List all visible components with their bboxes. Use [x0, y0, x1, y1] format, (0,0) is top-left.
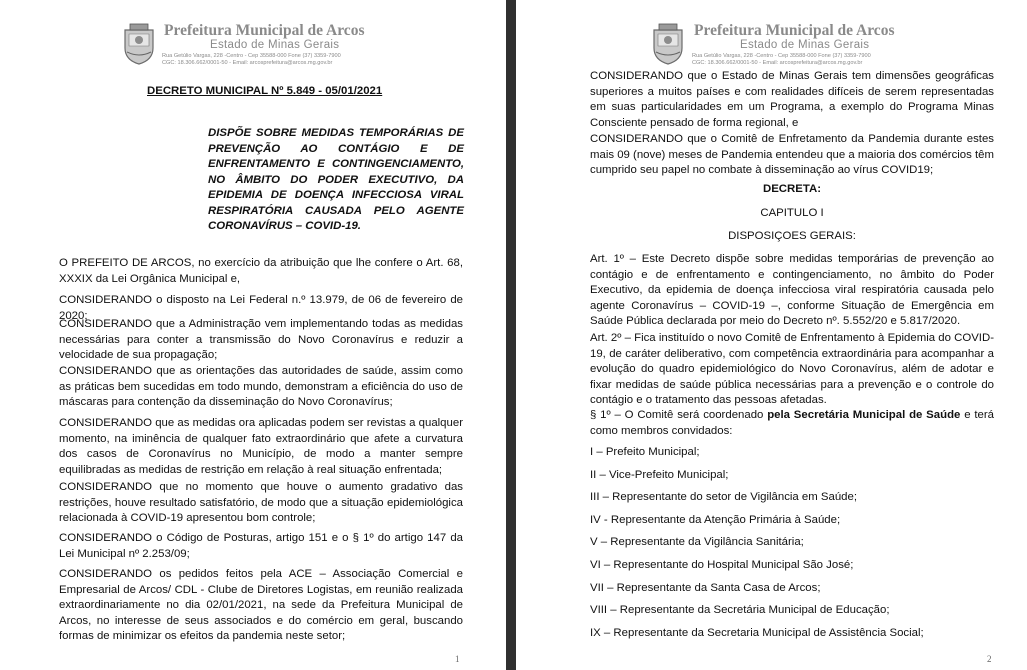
chapter-title: DISPOSIÇOES GERAIS:: [728, 230, 856, 242]
municipal-crest-icon: [121, 22, 157, 66]
member-item: VII – Representante da Santa Casa de Arcos;: [590, 582, 821, 594]
member-item: II – Vice-Prefeito Municipal;: [590, 469, 729, 481]
member-item: III – Representante do setor de Vigilância em Saúde;: [590, 491, 858, 503]
article-2: Art. 2º – Fica instituído o novo Comitê de Enfrentamento à Epidemia do COVID-19, de caráter deliberativo, com competência extraordinária para acompanhar a evolução do quadro epidemiológico do Novo Coronavírus, além de adotar e fixar medidas de saúde pública necessárias para a prevenção e o controle do contágio e o tratamento das pessoas afetadas.: [590, 332, 994, 406]
member-item: IX – Representante da Secretaria Municipal de Assistência Social;: [590, 627, 924, 639]
letterhead-subtitle: Estado de Minas Gerais: [210, 39, 340, 51]
paragraph-1-bold: pela Secretária Municipal de Saúde: [767, 409, 961, 421]
page-number: 1: [455, 654, 460, 664]
letterhead: [0, 18, 506, 70]
article-1: Art. 1º – Este Decreto dispõe sobre medidas temporárias de prevenção ao contágio e de enfrentamento e contingenciamento, no âmbito do Poder Executivo, da epidemia de doença infecciosa viral respiratória causada pelo agente Coronavírus – COVID-19 –, conforme Situação de Emergência em Saúde Pública declarada por meio do Decreto nº. 5.552/20 e 5.817/2020.: [590, 253, 994, 327]
document-page-2: [516, 0, 1027, 670]
paragraph: CONSIDERANDO que o Estado de Minas Gerais tem dimensões geográficas superiores a muitos países e com realidades difíceis de serem representadas em suas particularidades em um Programa, a exemplo do Programa Minas Consciente pensado de forma regional, e: [590, 70, 994, 129]
paragraph-1: [590, 408, 994, 439]
paragraph: O PREFEITO DE ARCOS, no exercício da atribuição que lhe confere o Art. 68, XXXIX da Lei Orgânica Municipal e,: [59, 257, 463, 285]
chapter-heading: CAPITULO I: [760, 207, 824, 219]
member-item: V – Representante da Vigilância Sanitária;: [590, 536, 804, 548]
page-number: 2: [987, 654, 992, 664]
member-item: I – Prefeito Municipal;: [590, 446, 700, 458]
letterhead-cnpj: CGC: 18.306.662/0001-50 - Email: arcosprefeitura@arcos.mg.gov.br: [162, 60, 333, 66]
member-item: VIII – Representante da Secretária Municipal de Educação;: [590, 604, 890, 616]
paragraph: CONSIDERANDO os pedidos feitos pela ACE – Associação Comercial e Empresarial de Arcos/ CDL - Clube de Diretores Logistas, em reunião realizada extraordinariamente no dia 02/01/2021, na sede da Prefeitura Municipal de Arcos, no interesse de seus associados e do comércio em geral, buscando formas de minimizar os efeitos da pandemia neste setor;: [59, 568, 463, 642]
decree-ementa: DISPÕE SOBRE MEDIDAS TEMPORÁRIAS DE PREVENÇÃO AO CONTÁGIO E DE ENFRENTAMENTO E CONTINGENCIAMENTO, NO ÂMBITO DO PODER EXECUTIVO, DA EPIDEMIA DE DOENÇA INFECCIOSA VIRAL RESPIRATÓRIA CAUSADA PELO AGENTE CORONAVÍRUS – COVID-19.: [208, 127, 464, 232]
paragraph: CONSIDERANDO o disposto na Lei Federal n.º 13.979, de 06 de fevereiro de 2020;: [59, 294, 463, 322]
letterhead-title: Prefeitura Municipal de Arcos: [164, 22, 365, 39]
letterhead-title: Prefeitura Municipal de Arcos: [694, 22, 895, 39]
page-divider: [506, 0, 516, 670]
paragraph-1-start: § 1º – O Comitê será coordenado: [590, 409, 768, 421]
letterhead-cnpj: CGC: 18.306.662/0001-50 - Email: arcosprefeitura@arcos.mg.gov.br: [692, 60, 863, 66]
letterhead: [516, 18, 1027, 70]
member-item: IV - Representante da Atenção Primária à Saúde;: [590, 514, 841, 526]
decree-title: DECRETO MUNICIPAL Nº 5.849 - 05/01/2021: [147, 85, 383, 97]
member-item: VI – Representante do Hospital Municipal São José;: [590, 559, 854, 571]
paragraph: CONSIDERANDO que o Comitê de Enfretamento da Pandemia durante estes mais 09 (nove) meses de Pandemia entendeu que a maioria dos comércios têm cumprido seu papel no combate à disseminação ao vírus COVID19;: [590, 133, 994, 176]
paragraph-1-end: e terá como membros convidados:: [590, 409, 994, 437]
municipal-crest-icon: [650, 22, 686, 66]
paragraph: CONSIDERANDO que a Administração vem implementando todas as medidas necessárias para conter a transmissão do Novo Coronavírus e reduzir a velocidade de sua propagação;: [59, 318, 463, 361]
decreta-heading: DECRETA:: [762, 183, 821, 195]
paragraph: CONSIDERANDO que as medidas ora aplicadas podem ser revistas a qualquer momento, na iminência de qualquer fato extraordinário que afete a curvatura dos casos de Coronavírus no Município, de modo a manter sempre equilibradas as medidas de restrição em relação à real situação enfrentada;: [59, 417, 463, 476]
paragraph: CONSIDERANDO que no momento que houve o aumento gradativo das restrições, houve resultado satisfatório, de modo que a situação epidemiológica relacionada à COVID-19 apresentou bom controle;: [59, 481, 463, 524]
letterhead-subtitle: Estado de Minas Gerais: [740, 39, 870, 51]
document-page-1: [0, 0, 506, 670]
letterhead-address: Rua Getúlio Vargas, 228 -Centro - Cep 35588-000 Fone (37) 3359-7900: [162, 53, 341, 59]
paragraph: CONSIDERANDO o Código de Posturas, artigo 151 e o § 1º do artigo 147 da Lei Municipal nº 2.253/09;: [59, 532, 463, 560]
paragraph: CONSIDERANDO que as orientações das autoridades de saúde, assim como as práticas bem sucedidas em todo mundo, demonstram a eficiência do uso de máscaras para contenção da disseminação do Novo Coronavírus;: [59, 365, 463, 408]
letterhead-address: Rua Getúlio Vargas, 228 -Centro - Cep 35588-000 Fone (37) 3359-7900: [692, 53, 871, 59]
